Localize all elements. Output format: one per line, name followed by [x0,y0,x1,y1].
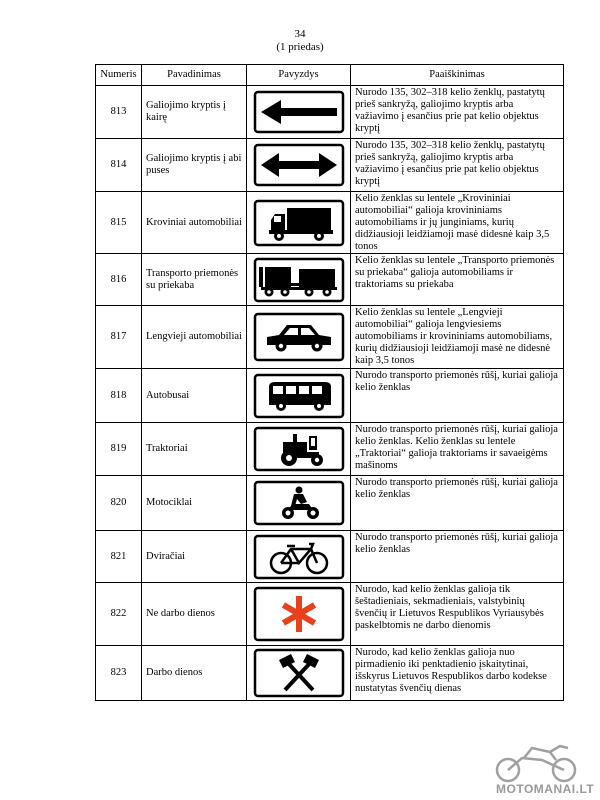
motorcycle-icon [253,480,345,526]
arrow-left-icon [253,90,345,134]
row-explanation: Nurodo transporto priemonės rūšį, kuriai galioja kelio ženklas [351,476,564,531]
header-example: Pavyzdys [247,65,351,86]
watermark-text: MOTOMANAI.LT [496,782,595,796]
tractor-icon [253,426,345,472]
row-number: 822 [96,583,142,646]
table-row [96,476,564,531]
table-row [96,583,564,646]
row-explanation: Nurodo transporto priemonės rūšį, kuriai galioja kelio ženklas. Kelio ženklas su lentele „Traktoriai“ galioja traktoriams ir savaeigėms mašinoms [351,423,564,476]
row-name: Darbo dienos [142,646,247,701]
row-name: Dviračiai [142,531,247,583]
hammers-icon [253,648,345,698]
row-name: Traktoriai [142,423,247,476]
truck-icon [253,199,345,247]
row-name: Galiojimo kryptis į abi puses [142,139,247,192]
signs-table [95,64,564,701]
row-number: 819 [96,423,142,476]
page-number: 34 [294,28,306,40]
row-explanation: Nurodo transporto priemonės rūšį, kuriai galioja kelio ženklas [351,369,564,423]
car-icon [253,312,345,362]
row-name: Motociklai [142,476,247,531]
asterisk-icon [253,586,345,642]
table-header-row [96,65,564,86]
row-explanation: Nurodo, kad kelio ženklas galioja nuo pirmadienio iki penktadienio įskaitytinai, išskyrus Lietuvos Respublikos darbo kodekse nustatytas švenčių dienas [351,646,564,701]
row-name: Kroviniai automobiliai [142,192,247,254]
row-number: 821 [96,531,142,583]
table-row [96,369,564,423]
table-row [96,139,564,192]
row-number: 820 [96,476,142,531]
row-explanation: Kelio ženklas su lentele „Transporto priemonės su priekaba“ galioja automobiliams ir traktoriams su priekaba [351,254,564,306]
row-number: 814 [96,139,142,192]
row-number: 815 [96,192,142,254]
table-row [96,646,564,701]
row-number: 813 [96,86,142,139]
page-header [0,28,600,54]
row-number: 816 [96,254,142,306]
truck-trailer-icon [253,257,345,303]
table-row [96,306,564,369]
row-name: Lengvieji automobiliai [142,306,247,369]
row-name: Galiojimo kryptis į kairę [142,86,247,139]
bus-icon [253,373,345,419]
row-name: Ne darbo dienos [142,583,247,646]
row-explanation: Nurodo 135, 302–318 kelio ženklų, pastatytų prieš sankryžą, galiojimo kryptis arba važiavimo į esančius prie pat kelio objektus kryptį [351,86,564,139]
row-explanation: Nurodo 135, 302–318 kelio ženklų, pastatytų prieš sankryžą, galiojimo kryptis arba važiavimo į esančius prie pat kelio objektus kryptį [351,139,564,192]
header-explanation: Paaiškinimas [351,65,564,86]
row-number: 818 [96,369,142,423]
table-row [96,423,564,476]
table-row [96,192,564,254]
row-name: Transporto priemonės su priekaba [142,254,247,306]
row-name: Autobusai [142,369,247,423]
row-number: 817 [96,306,142,369]
arrow-both-icon [253,143,345,187]
table-row [96,254,564,306]
bicycle-icon [253,534,345,580]
row-explanation: Nurodo transporto priemonės rūšį, kuriai galioja kelio ženklas [351,531,564,583]
header-number: Numeris [96,65,142,86]
row-explanation: Nurodo, kad kelio ženklas galioja tik šeštadieniais, sekmadieniais, valstybinių švenčių ir Lietuvos Respublikos Vyriausybės paskelbtomis ne darbo dienomis [351,583,564,646]
table-row [96,86,564,139]
table-row [96,531,564,583]
row-explanation: Kelio ženklas su lentele „Lengvieji automobiliai“ galioja lengviesiems automobiliams ir krovininiams automobiliams, kurių didžiausioji leidžiamoji masė ne didesnė kaip 3,5 tonos [351,306,564,369]
annex-label: (1 priedas) [276,41,324,53]
header-name: Pavadinimas [142,65,247,86]
row-explanation: Kelio ženklas su lentele „Krovininiai automobiliai“ galioja krovininiams automobiliams ir jų junginiams, kurių didžiausioji leidžiamoji masė didesnė kaip 3,5 tonos [351,192,564,254]
row-number: 823 [96,646,142,701]
